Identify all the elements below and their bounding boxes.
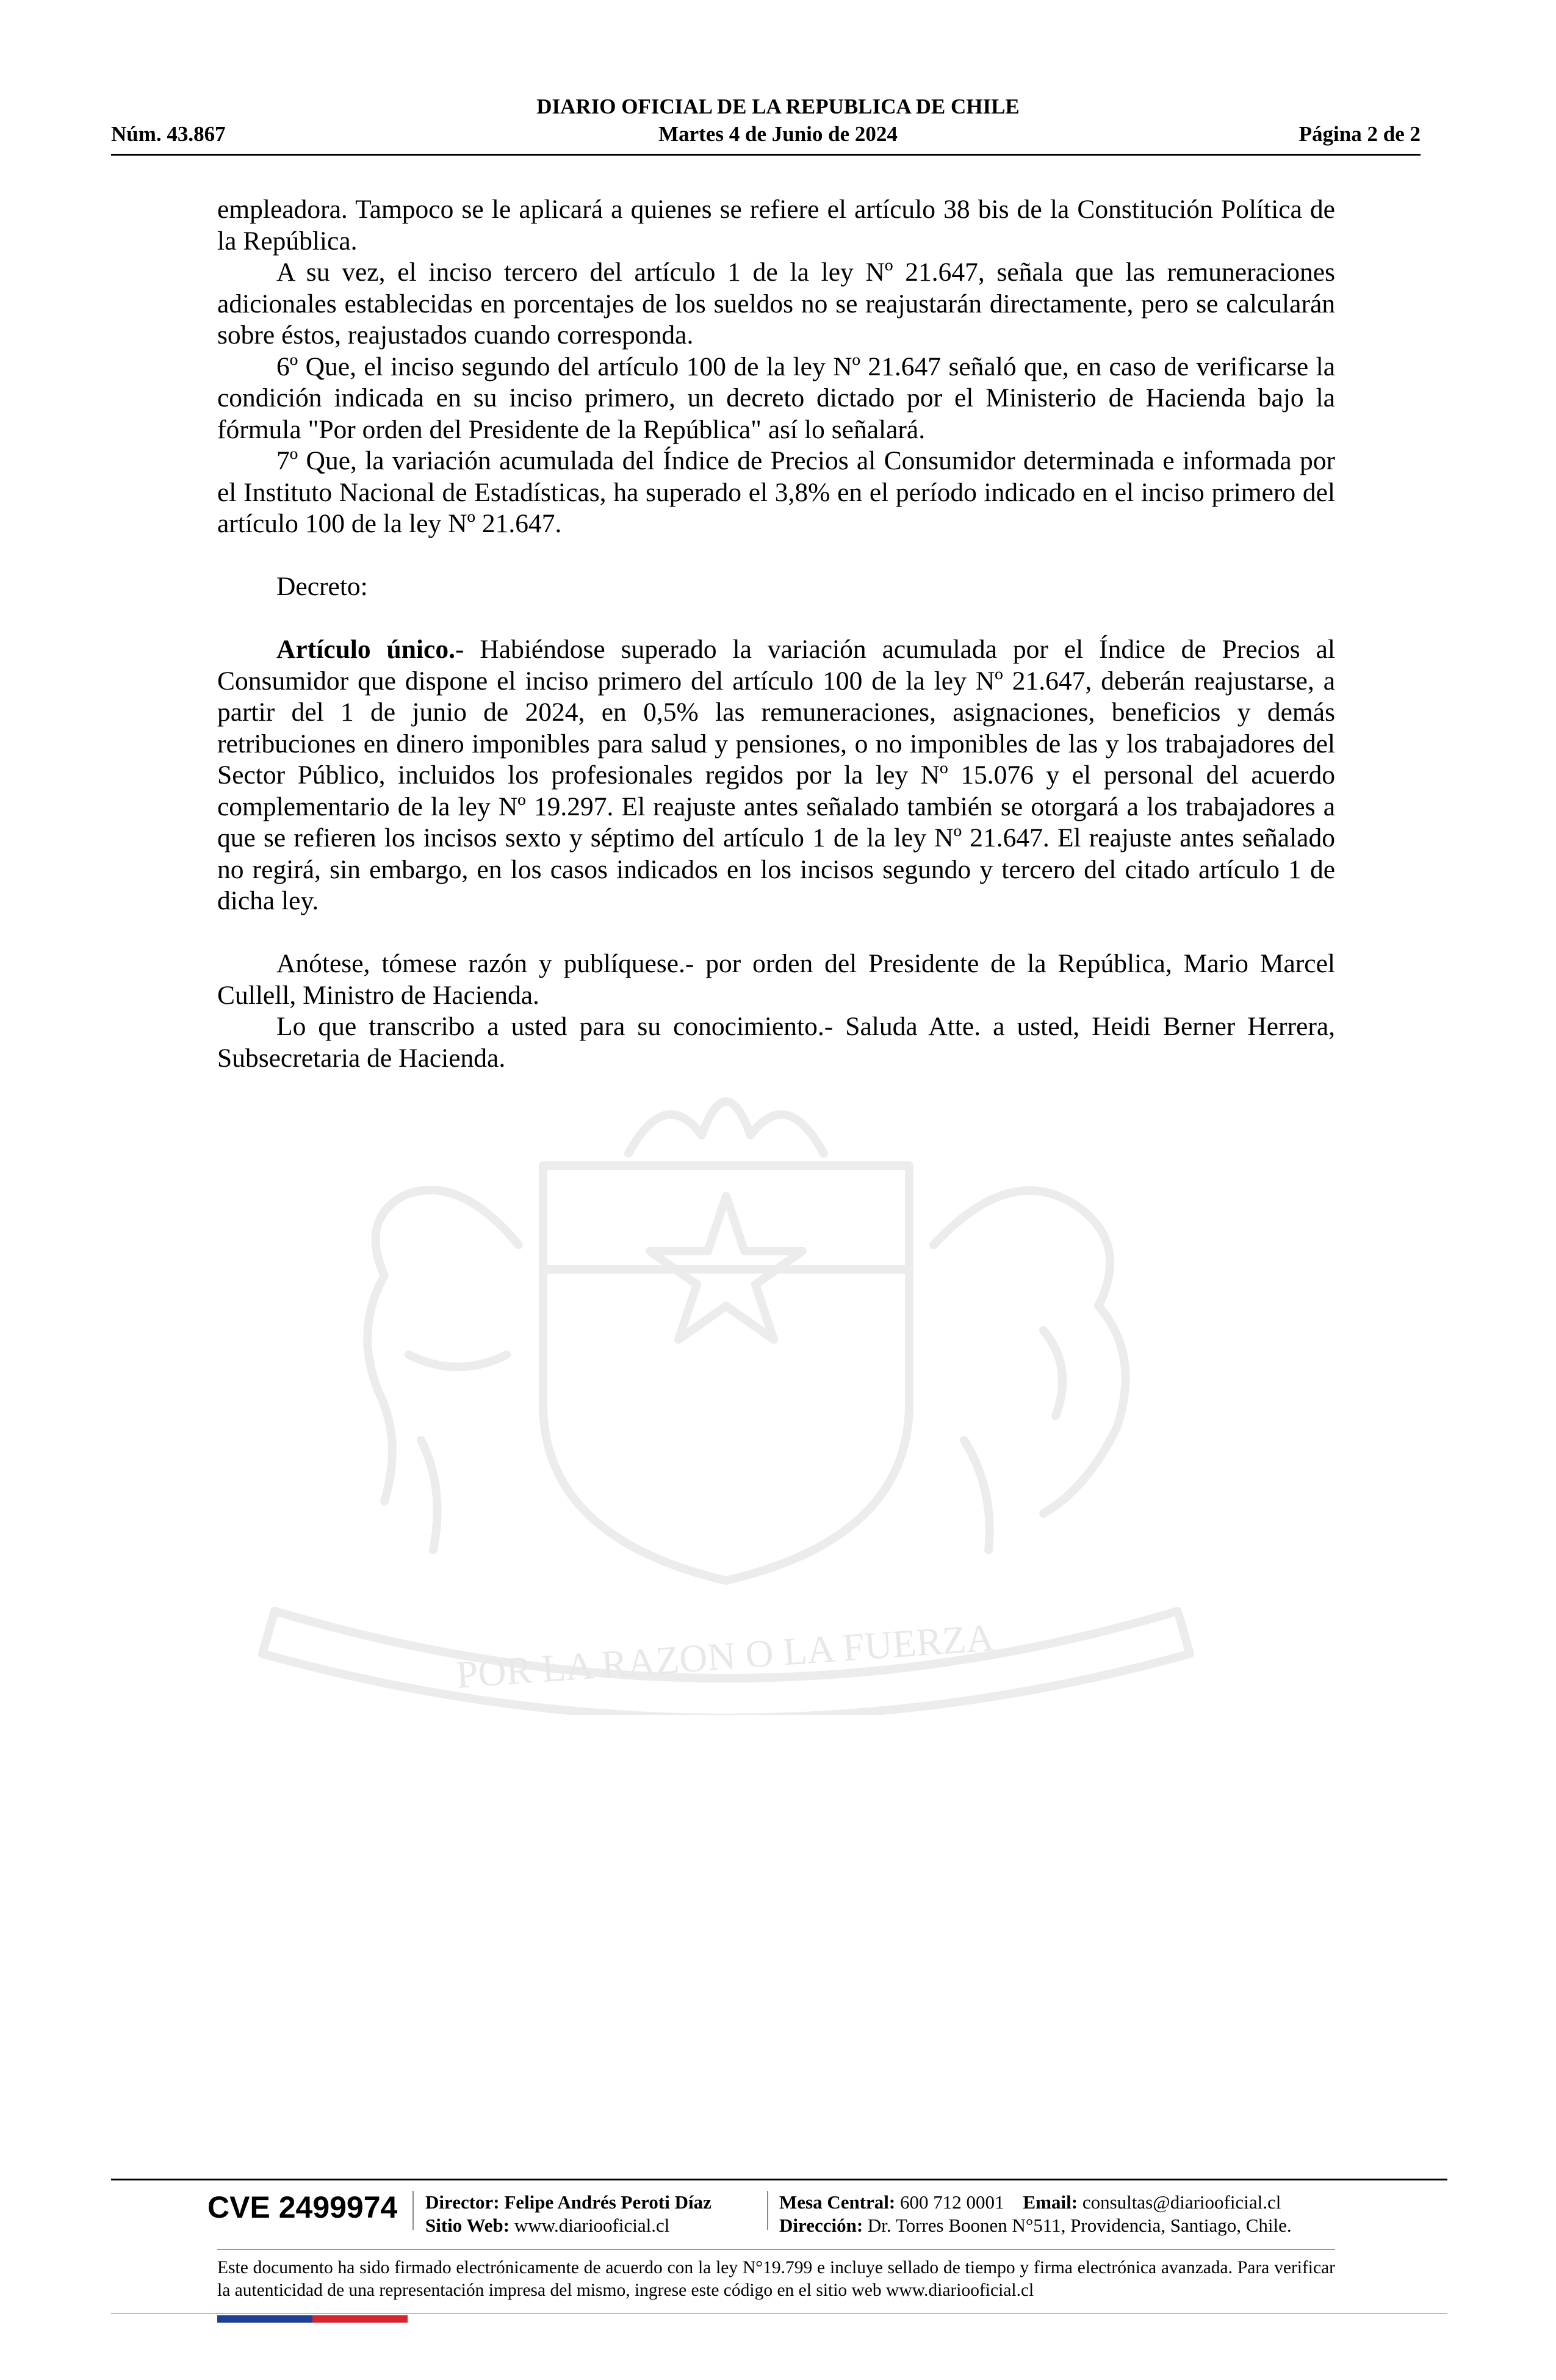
paragraph-considerando-7: 7º Que, la variación acumulada del Índice de Precios al Consumidor determinada e informada por el Instituto Nacional de Estadísticas, ha superado el 3,8% en el período indicado en el inciso primero del artículo 100 de la ley Nº 21.647.: [217, 446, 1335, 538]
mesa-label: Mesa Central:: [779, 2191, 896, 2213]
header-divider: [111, 154, 1421, 156]
article-paragraph: [217, 634, 1335, 917]
footer-contact-block: [779, 2191, 1292, 2237]
paragraph-continuation: empleadora. Tampoco se le aplicará a quienes se refiere el artículo 38 bis de la Constitución Política de la República.: [217, 195, 1335, 256]
site-label: Sitio Web:: [425, 2215, 510, 2236]
decreto-heading: Decreto:: [276, 572, 368, 601]
flag-blue-segment: [217, 2315, 312, 2323]
huemul-figure: [367, 1190, 519, 1550]
footer-director-block: [425, 2191, 711, 2237]
site-link[interactable]: www.diariooficial.cl: [514, 2215, 670, 2236]
coat-of-arms-watermark: [201, 1013, 1251, 1715]
address-value: Dr. Torres Boonen N°511, Providencia, Santiago, Chile.: [867, 2215, 1292, 2236]
article-label: Artículo único.: [276, 635, 455, 664]
plumes: [629, 1102, 824, 1153]
closing-transcribo: Lo que transcribo a usted para su conocimiento.- Saluda Atte. a usted, Heidi Berner Herrera, Subsecretaria de Hacienda.: [217, 1012, 1335, 1073]
issue-number: Núm. 43.867: [111, 122, 226, 146]
publication-title: DIARIO OFICIAL DE LA REPUBLICA DE CHILE: [536, 95, 1020, 118]
shield-outline: [543, 1166, 909, 1581]
flag-stripe: [217, 2315, 408, 2323]
page-indicator: Página 2 de 2: [1298, 122, 1421, 146]
email-link[interactable]: consultas@diariooficial.cl: [1082, 2191, 1281, 2213]
closing-anotese: Anótese, tómese razón y publíquese.- por orden del Presidente de la República, Mario Marcel Cullell, Ministro de Hacienda.: [217, 949, 1335, 1010]
issue-date: Martes 4 de Junio de 2024: [658, 122, 898, 146]
footer-separator: [767, 2191, 768, 2230]
footer-inner-divider: [217, 2249, 1335, 2250]
paragraph-considerando-6: 6º Que, el inciso segundo del artículo 100 de la ley Nº 21.647 señaló que, en caso de verificarse la condición indicada en su inciso primero, un decreto dictado por el Ministerio de Hacienda bajo la fórmula "Por orden del Presidente de la República" así lo señalará.: [217, 352, 1335, 444]
director-name: Felipe Andrés Peroti Díaz: [504, 2191, 711, 2213]
paragraph-remuneraciones: A su vez, el inciso tercero del artículo 1 de la ley Nº 21.647, señala que las remuneraciones adicionales establecidas en porcentajes de los sueldos no se reajustarán directamente, pero se calcularán sobre éstos, reajustados cuando corresponda.: [217, 258, 1335, 350]
email-label: Email:: [1023, 2191, 1078, 2213]
footer-divider: [111, 2179, 1447, 2180]
cve-code: CVE 2499974: [207, 2190, 398, 2224]
article-text: - Habiéndose superado la variación acumulada por el Índice de Precios al Consumidor que dispone el inciso primero del artículo 100 de la ley Nº 21.647, deberán reajustarse, a partir del 1 de junio de 2024, en 0,5% las remuneraciones, asignaciones, beneficios y demás retribuciones en dinero imponibles para salud y pensiones, o no imponibles de las y los trabajadores del Sector Público, incluidos los profesionales regidos por la ley Nº 15.076 y el personal del acuerdo complementario de la ley Nº 19.297. El reajuste antes señalado también se otorgará a los trabajadores a que se refieren los incisos sexto y séptimo del artículo 1 de la ley Nº 21.647. El reajuste antes señalado no regirá, sin embargo, en los casos indicados en los incisos segundo y tercero del citado artículo 1 de dicha ley.: [217, 635, 1335, 915]
motto-text: POR LA RAZON O LA FUERZA: [455, 1615, 996, 1697]
condor-figure: [934, 1191, 1126, 1550]
signature-notice: Este documento ha sido firmado electrónicamente de acuerdo con la ley N°19.799 e incluye sellado de tiempo y firma electrónica avanzada. Para verificar la autenticidad de una representación impresa del mismo, ingrese este código en el sitio web www.diariooficial.cl: [217, 2258, 1335, 2300]
address-label: Dirección:: [779, 2215, 863, 2236]
footer-separator: [412, 2191, 414, 2230]
director-label: Director:: [425, 2191, 500, 2213]
flag-red-segment: [312, 2315, 408, 2323]
mesa-phone: 600 712 0001: [900, 2191, 1004, 2213]
decree-body: [217, 194, 1335, 1074]
footer-bottom-divider: [111, 2313, 1447, 2314]
